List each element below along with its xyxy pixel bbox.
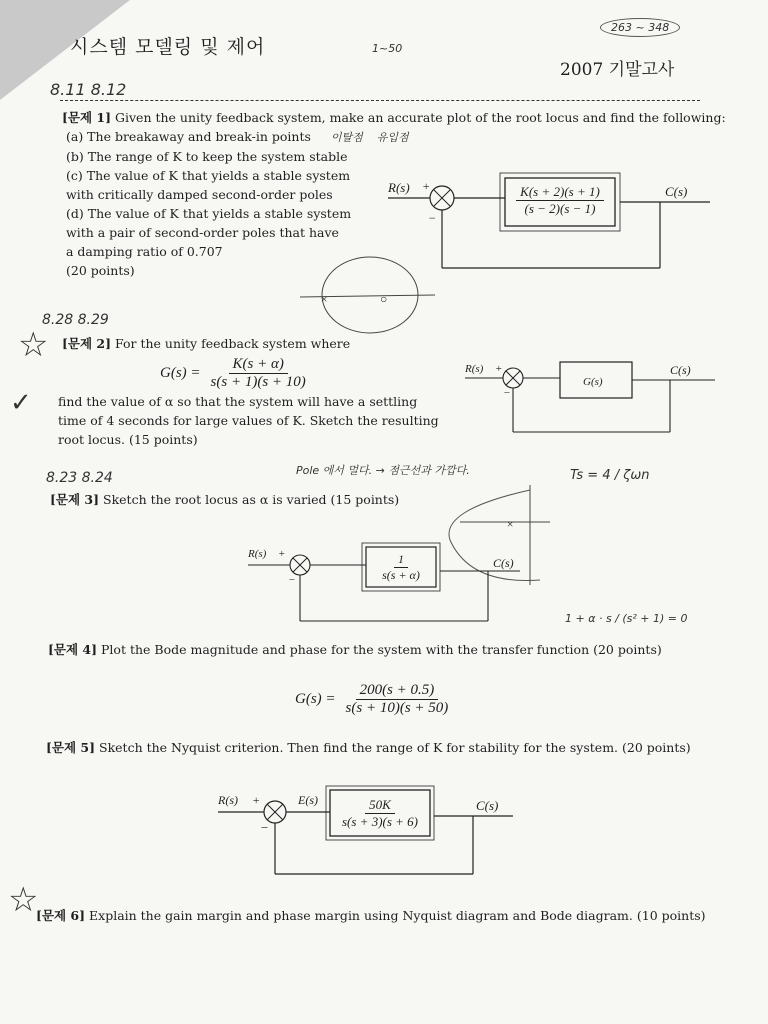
exam-title: 2007 기말고사 bbox=[560, 60, 675, 80]
q5-error-label: E(s) bbox=[298, 793, 318, 807]
q6-text: Explain the gain margin and phase margin using Nyquist diagram and Bode diagram. (10 points) bbox=[89, 908, 706, 923]
q6-prompt bbox=[36, 906, 746, 925]
q4-g-denominator: s(s + 10)(s + 50) bbox=[345, 700, 449, 716]
q3-transfer-function bbox=[366, 547, 436, 587]
q5-label: [문제 5] bbox=[46, 740, 96, 755]
q2-minus-sign: − bbox=[503, 387, 511, 399]
q2-body bbox=[58, 392, 468, 449]
q3-tf-denominator: s(s + α) bbox=[382, 567, 420, 582]
q1-part-d3: a damping ratio of 0.707 bbox=[66, 244, 223, 259]
q2-g-lhs: G(s) = bbox=[160, 365, 201, 381]
course-title: 시스템 모델링 및 제어 bbox=[70, 36, 266, 58]
star-mark-icon: ☆ bbox=[18, 325, 49, 365]
q1-hw-a: 이탈점 bbox=[330, 131, 363, 144]
sketch-mark-x: × bbox=[320, 292, 329, 306]
q3-plus-sign: + bbox=[278, 548, 286, 560]
q5-transfer-function bbox=[330, 790, 430, 836]
q1-part-d2: with a pair of second-order poles that have bbox=[66, 225, 339, 240]
q1-transfer-function bbox=[505, 176, 615, 224]
q1-part-a: (a) The breakaway and break-in points bbox=[66, 129, 311, 144]
q5-plus-sign: + bbox=[252, 793, 261, 807]
q4-text: Plot the Bode magnitude and phase for the system with the transfer function (20 points) bbox=[101, 642, 662, 657]
q2-margin-note: 8.28 8.29 bbox=[42, 312, 109, 328]
handwritten-note-range-mid: 1~50 bbox=[372, 42, 403, 55]
q1-label: [문제 1] bbox=[62, 110, 112, 125]
q5-minus-sign: − bbox=[260, 820, 269, 835]
q1-part-d1: (d) The value of K that yields a stable system bbox=[66, 206, 352, 221]
q1-prompt bbox=[62, 108, 742, 127]
q1-points: (20 points) bbox=[66, 263, 135, 278]
q5-tf-numerator: 50K bbox=[365, 797, 395, 814]
q3-output-label: C(s) bbox=[493, 556, 514, 570]
q2-plus-sign: + bbox=[495, 363, 503, 375]
q3-text: Sketch the root locus as α is varied (15 points) bbox=[103, 492, 400, 507]
q5-tf-denominator: s(s + 3)(s + 6) bbox=[341, 813, 419, 829]
q2-block-diagram bbox=[465, 360, 725, 440]
q1-hw-b: 유입점 bbox=[376, 131, 409, 144]
q3-minus-sign: − bbox=[288, 574, 296, 586]
q5-text: Sketch the Nyquist criterion. Then find the range of K for stability for the system. (20 points) bbox=[99, 740, 691, 755]
q1-input-label: R(s) bbox=[388, 180, 410, 195]
q1-handwritten-sketch bbox=[290, 255, 440, 345]
q1-part-b: (b) The range of K to keep the system stable bbox=[66, 149, 348, 164]
q5-prompt bbox=[46, 738, 746, 757]
q2-g-denominator: s(s + 1)(s + 10) bbox=[210, 374, 306, 390]
q4-g-numerator: 200(s + 0.5) bbox=[356, 682, 439, 700]
q5-output-label: C(s) bbox=[476, 798, 499, 813]
q2-handwritten-note: Pole 에서 멀다. → 점근선과 가깝다. bbox=[296, 464, 470, 477]
q2-label: [문제 2] bbox=[62, 336, 112, 351]
sketch-mark-x: × bbox=[506, 517, 515, 531]
q1-output-label: C(s) bbox=[665, 184, 688, 199]
q1-margin-note: 8.11 8.12 bbox=[50, 80, 127, 99]
q6-label: [문제 6] bbox=[36, 908, 86, 923]
q2-output-label: C(s) bbox=[670, 363, 691, 377]
star-mark-icon: ☆ bbox=[8, 880, 39, 920]
q1-tf-denominator: (s − 2)(s − 1) bbox=[524, 200, 596, 216]
q4-equation bbox=[295, 682, 452, 717]
q1-part-c2: with critically damped second-order poles bbox=[66, 187, 333, 202]
q4-g-lhs: G(s) = bbox=[295, 691, 336, 707]
q1-tf-numerator: K(s + 2)(s + 1) bbox=[516, 184, 604, 201]
header-divider bbox=[60, 100, 700, 101]
q2-line3: time of 4 seconds for large values of K. Sketch the resulting bbox=[58, 413, 439, 428]
handwritten-note-range: 263 ~ 348 bbox=[600, 18, 680, 37]
q2-line2: find the value of α so that the system will have a settling bbox=[58, 394, 418, 409]
q2-prompt bbox=[62, 334, 462, 353]
q2-g-numerator: K(s + α) bbox=[229, 356, 288, 374]
q2-text: For the unity feedback system where bbox=[115, 336, 351, 351]
q1-part-c1: (c) The value of K that yields a stable system bbox=[66, 168, 351, 183]
q2-equation bbox=[160, 356, 310, 391]
check-mark-icon: ✓ bbox=[10, 388, 32, 418]
q5-input-label: R(s) bbox=[218, 793, 238, 807]
q4-prompt bbox=[48, 640, 748, 659]
q2-block-label: G(s) bbox=[583, 376, 603, 388]
q3-margin-note: 8.23 8.24 bbox=[46, 470, 113, 486]
q3-input-label: R(s) bbox=[248, 548, 267, 560]
q2-handwritten-settling-time: Ts = 4 / ζωn bbox=[570, 468, 650, 483]
q1-minus-sign: − bbox=[428, 211, 437, 225]
q2-input-label: R(s) bbox=[465, 363, 484, 375]
q3-handwritten-equation: 1 + α · s / (s² + 1) = 0 bbox=[565, 612, 688, 625]
q3-tf-numerator: 1 bbox=[394, 552, 408, 568]
q1-text: Given the unity feedback system, make an accurate plot of the root locus and find the following: bbox=[115, 110, 726, 125]
q3-prompt bbox=[50, 490, 470, 509]
sketch-mark-o: ○ bbox=[380, 292, 388, 306]
q2-line4: root locus. (15 points) bbox=[58, 432, 198, 447]
q3-label: [문제 3] bbox=[50, 492, 100, 507]
q4-label: [문제 4] bbox=[48, 642, 98, 657]
q1-plus-sign: + bbox=[422, 179, 431, 193]
